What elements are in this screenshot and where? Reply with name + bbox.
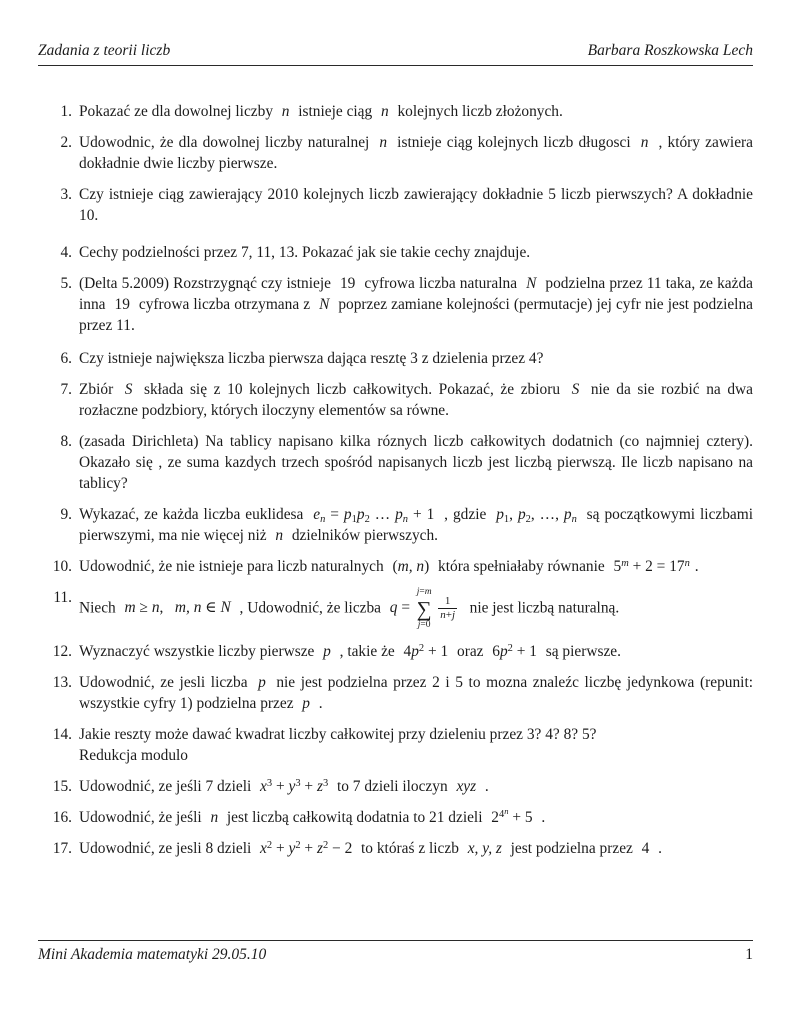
problem-item (38, 672, 753, 714)
problem-item (38, 504, 753, 546)
problem-number: 3. (60, 186, 72, 203)
problem-number: 4. (60, 244, 72, 261)
problem-item (38, 807, 753, 828)
problem-item (38, 641, 753, 662)
problem-number: 2. (60, 134, 72, 151)
problem-text: Udowodnić, ze jesli liczba p nie jest podzielna przez 2 i 5 to mozna znaleźc liczbę jedynkowa (repunit: wszystkie cyfry 1) podzielna przez p . (79, 673, 753, 712)
problem-number: 10. (52, 558, 72, 575)
problem-text: (Delta 5.2009) Rozstrzygnąć czy istnieje 19 cyfrowa liczba naturalna N podzielna przez 11 taka, ze każda inna 19 cyfrowa liczba otrzymana z N poprzez zamiane kolejności (permutacje) jej cyfr nie jest podzielna przez 11. (79, 275, 753, 334)
problem-text: Udowodnić, ze jesli 8 dzieli $x^2 + y^2 + z^2 - 2$ to któraś z liczb x, y, z jest podzielna przez 4 . (79, 839, 662, 857)
problem-number: 17. (52, 839, 72, 857)
problem-number: 16. (52, 808, 72, 826)
header-title: Zadania z teorii liczb (38, 42, 171, 59)
footer-text: Mini Akademia matematyki 29.05.10 (38, 946, 267, 963)
problem-text: Czy istnieje ciąg zawierający 2010 kolejnych liczb zawierający dokładnie 5 liczb pierwszych? A dokładnie 10. (79, 186, 753, 224)
problem-item (38, 184, 753, 226)
problem-number: 9. (60, 506, 72, 523)
problem-number: 14. (52, 725, 72, 743)
problem-number: 13. (52, 673, 72, 691)
problem-item (38, 132, 753, 174)
problem-item (38, 348, 753, 369)
problem-item (38, 724, 753, 766)
problem-number: 5. (60, 275, 72, 292)
problem-item (38, 273, 753, 336)
problem-number: 8. (60, 433, 72, 450)
problem-text: Niech m ≥ n, m, n ∈ N , Udowodnić, że liczba q = j=m ∑ j=0 $\frac{1}{n+j}$ nie jest liczbą naturalną. (79, 587, 620, 630)
problem-item (38, 379, 753, 421)
problem-number: 6. (60, 350, 72, 367)
problem-text: Jakie reszty może dawać kwadrat liczby całkowitej przy dzieleniu przez 3? 4? 8? 5? Redukcja modulo (79, 725, 597, 764)
document-content (38, 42, 753, 869)
problem-number: 11. (53, 589, 72, 606)
problem-number: 15. (52, 777, 72, 795)
problem-number: 7. (60, 381, 72, 398)
problem-list (38, 101, 753, 859)
problem-text: Udowodnić, ze jeśli 7 dzieli $x^3 + y^3 + z^3$ to 7 dzieli iloczyn xyz . (79, 777, 489, 795)
document-footer (38, 940, 753, 964)
problem-text: (zasada Dirichleta) Na tablicy napisano kilka róznych liczb całkowitych dodatnich (co najmniej cztery). Okazało się , ze suma kazdych trzech spośród napisanych liczb jest liczbą pierwszą. Ile liczb napisano na tablicy? (79, 433, 753, 492)
problem-item (38, 101, 753, 122)
problem-number: 1. (60, 103, 72, 120)
problem-text: Wykazać, ze każda liczba euklidesa $e_n = p_1p_2$ … $p_n + 1$ , gdzie $p_1$, $p_2$, …, $p_n$ są początkowymi liczbami pierwszymi, ma nie więcej niż n dzielników pierwszych. (79, 506, 754, 544)
problem-item (38, 431, 753, 494)
problem-text: Udowodnic, że dla dowolnej liczby naturalnej n istnieje ciąg kolejnych liczb długosci n , który zawiera dokładnie dwie liczby pierwsze. (79, 134, 753, 172)
problem-item (38, 587, 753, 631)
problem-text: Udowodnić, że jeśli n jest liczbą całkowitą dodatnia to 21 dzieli $2^{4^n} + 5$ . (79, 805, 546, 826)
problem-item (38, 838, 753, 859)
problem-item (38, 556, 753, 577)
problem-text: Pokazać ze dla dowolnej liczby n istnieje ciąg n kolejnych liczb złożonych. (79, 103, 563, 120)
problem-text: Zbiór S składa się z 10 kolejnych liczb całkowitych. Pokazać, że zbioru S nie da sie rozbić na dwa rozłaczne podzbiory, których iloczyny elementów sa równe. (79, 381, 753, 419)
document-header (38, 42, 753, 66)
problem-text: Udowodnić, że nie istnieje para liczb naturalnych (m, n) która spełniałaby równanie $5^m + 2 = 17^n$ . (79, 558, 699, 575)
problem-text: Czy istnieje największa liczba pierwsza dająca resztę 3 z dzielenia przez 4? (79, 350, 544, 367)
problem-text: Cechy podzielności przez 7, 11, 13. Pokazać jak sie takie cechy znajduje. (79, 244, 531, 261)
footer-page-number: 1 (745, 946, 753, 963)
header-author: Barbara Roszkowska Lech (587, 42, 753, 59)
problem-item (38, 242, 753, 263)
problem-text: Wyznaczyć wszystkie liczby pierwsze p , takie że $4p^2 + 1$ oraz $6p^2 + 1$ są pierwsze. (79, 642, 621, 660)
problem-number: 12. (52, 642, 72, 660)
problem-item (38, 776, 753, 797)
